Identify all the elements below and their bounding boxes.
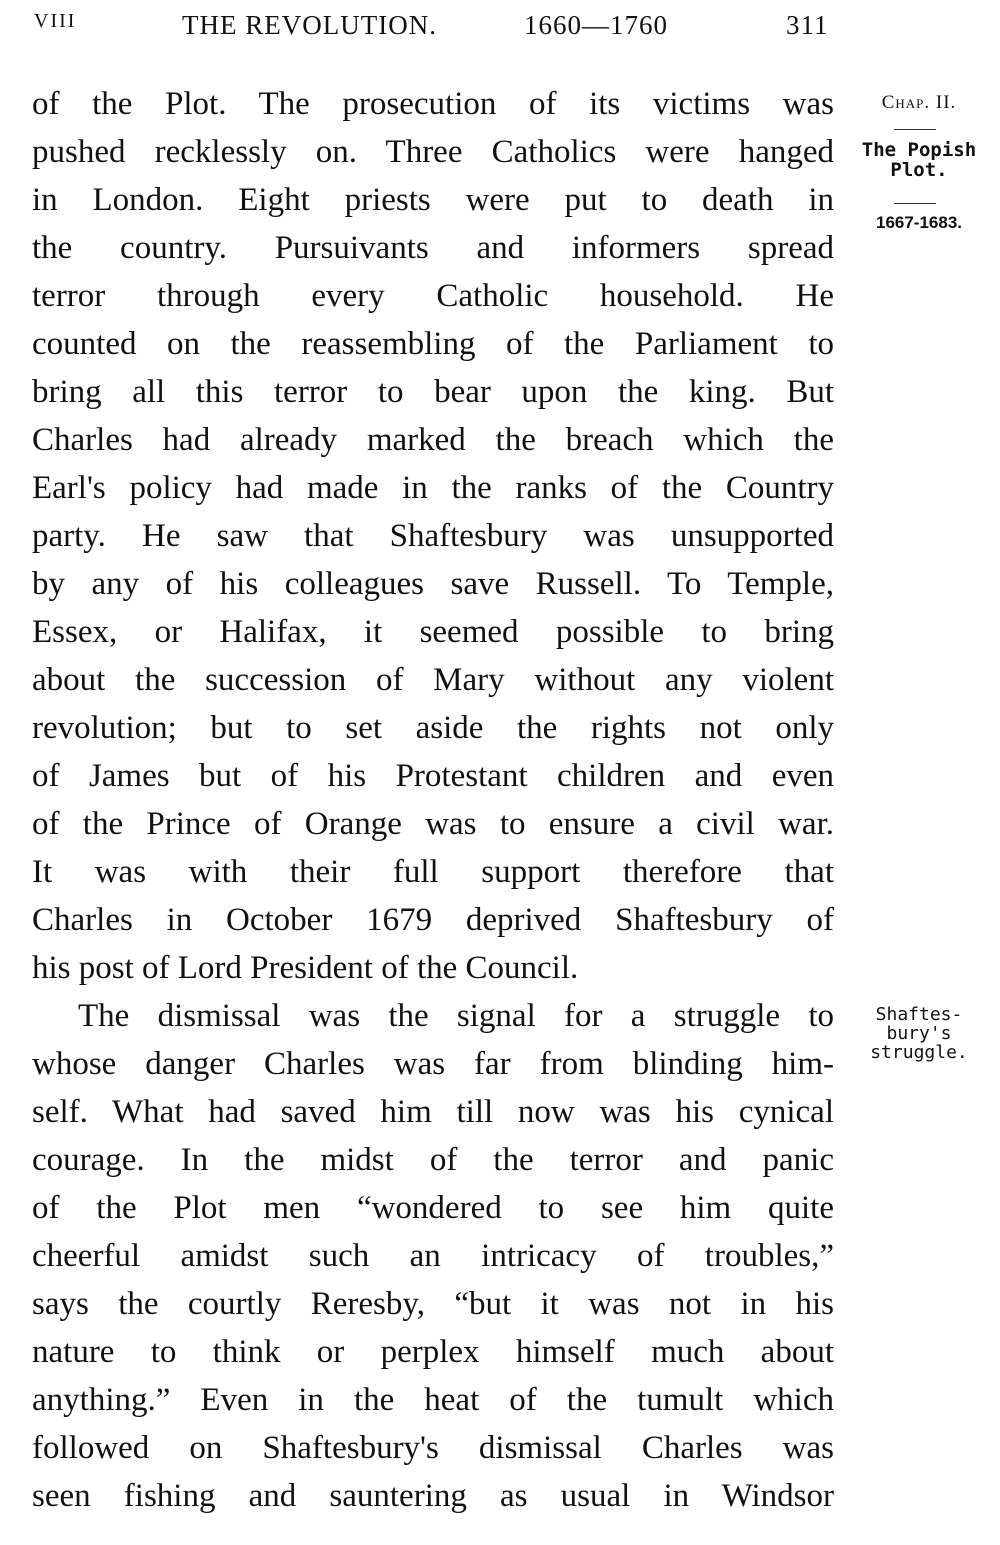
text-line: self. What had saved him till now was his cynical [32,1094,834,1130]
text-line: revolution; but to set aside the rights not only [32,710,834,746]
text-line: bring all this terror to bear upon the king. But [32,374,834,410]
topic-sidenote [844,140,994,180]
running-dates: 1660—1760 [524,10,668,40]
topic-line: Plot. [890,159,948,181]
text-line: in London. Eight priests were put to death in [32,182,834,218]
text-line: of the Plot men “wondered to see him quite [32,1190,834,1226]
topic-line: Shaftes- [875,1004,963,1025]
text-line: nature to think or perplex himself much about [32,1334,834,1370]
topic-line: struggle. [870,1042,968,1063]
text-line: about the succession of Mary without any violent [32,662,834,698]
text-line: seen fishing and sauntering as usual in Windsor [32,1478,834,1514]
text-line: Essex, or Halifax, it seemed possible to bring [32,614,834,650]
text-line: pushed recklessly on. Three Catholics were hanged [32,134,834,170]
text-line: party. He saw that Shaftesbury was unsupported [32,518,834,554]
text-line: It was with their full support therefore that [32,854,834,890]
text-line: courage. In the midst of the terror and panic [32,1142,834,1178]
sidenote-rule [894,203,936,204]
volume-number: VIII [34,10,77,32]
text-line: of the Plot. The prosecution of its victims was [32,86,834,122]
sidenote-rule [894,129,936,130]
struggle-sidenote [844,1005,994,1062]
text-line: says the courtly Reresby, “but it was not in his [32,1286,834,1322]
text-line: cheerful amidst such an intricacy of troubles,” [32,1238,834,1274]
chapter-sidenote: Chap. II. [881,92,957,113]
text-line: of James but of his Protestant children and even [32,758,834,794]
text-line: counted on the reassembling of the Parliament to [32,326,834,362]
topic-line: bury's [886,1023,952,1044]
text-line: anything.” Even in the heat of the tumult which [32,1382,834,1418]
body-text [32,80,834,1520]
running-header [0,10,1000,50]
text-line: of the Prince of Orange was to ensure a civil war. [32,806,834,842]
page-number: 311 [786,10,829,40]
text-line: The dismissal was the signal for a struggle to [78,998,834,1034]
text-line: whose danger Charles was far from blinding him- [32,1046,834,1082]
text-line: Charles had already marked the breach which the [32,422,834,458]
text-line: the country. Pursuivants and informers spread [32,230,834,266]
topic-line: The Popish [861,139,977,161]
years-sidenote: 1667-1683. [875,213,963,232]
running-title: THE REVOLUTION. [182,10,437,40]
text-line: followed on Shaftesbury's dismissal Charles was [32,1430,834,1466]
text-line: terror through every Catholic household. He [32,278,834,314]
text-line: by any of his colleagues save Russell. To Temple, [32,566,834,602]
text-line: his post of Lord President of the Council. [32,950,579,986]
text-line: Charles in October 1679 deprived Shaftesbury of [32,902,834,938]
text-line: Earl's policy had made in the ranks of the Country [32,470,834,506]
